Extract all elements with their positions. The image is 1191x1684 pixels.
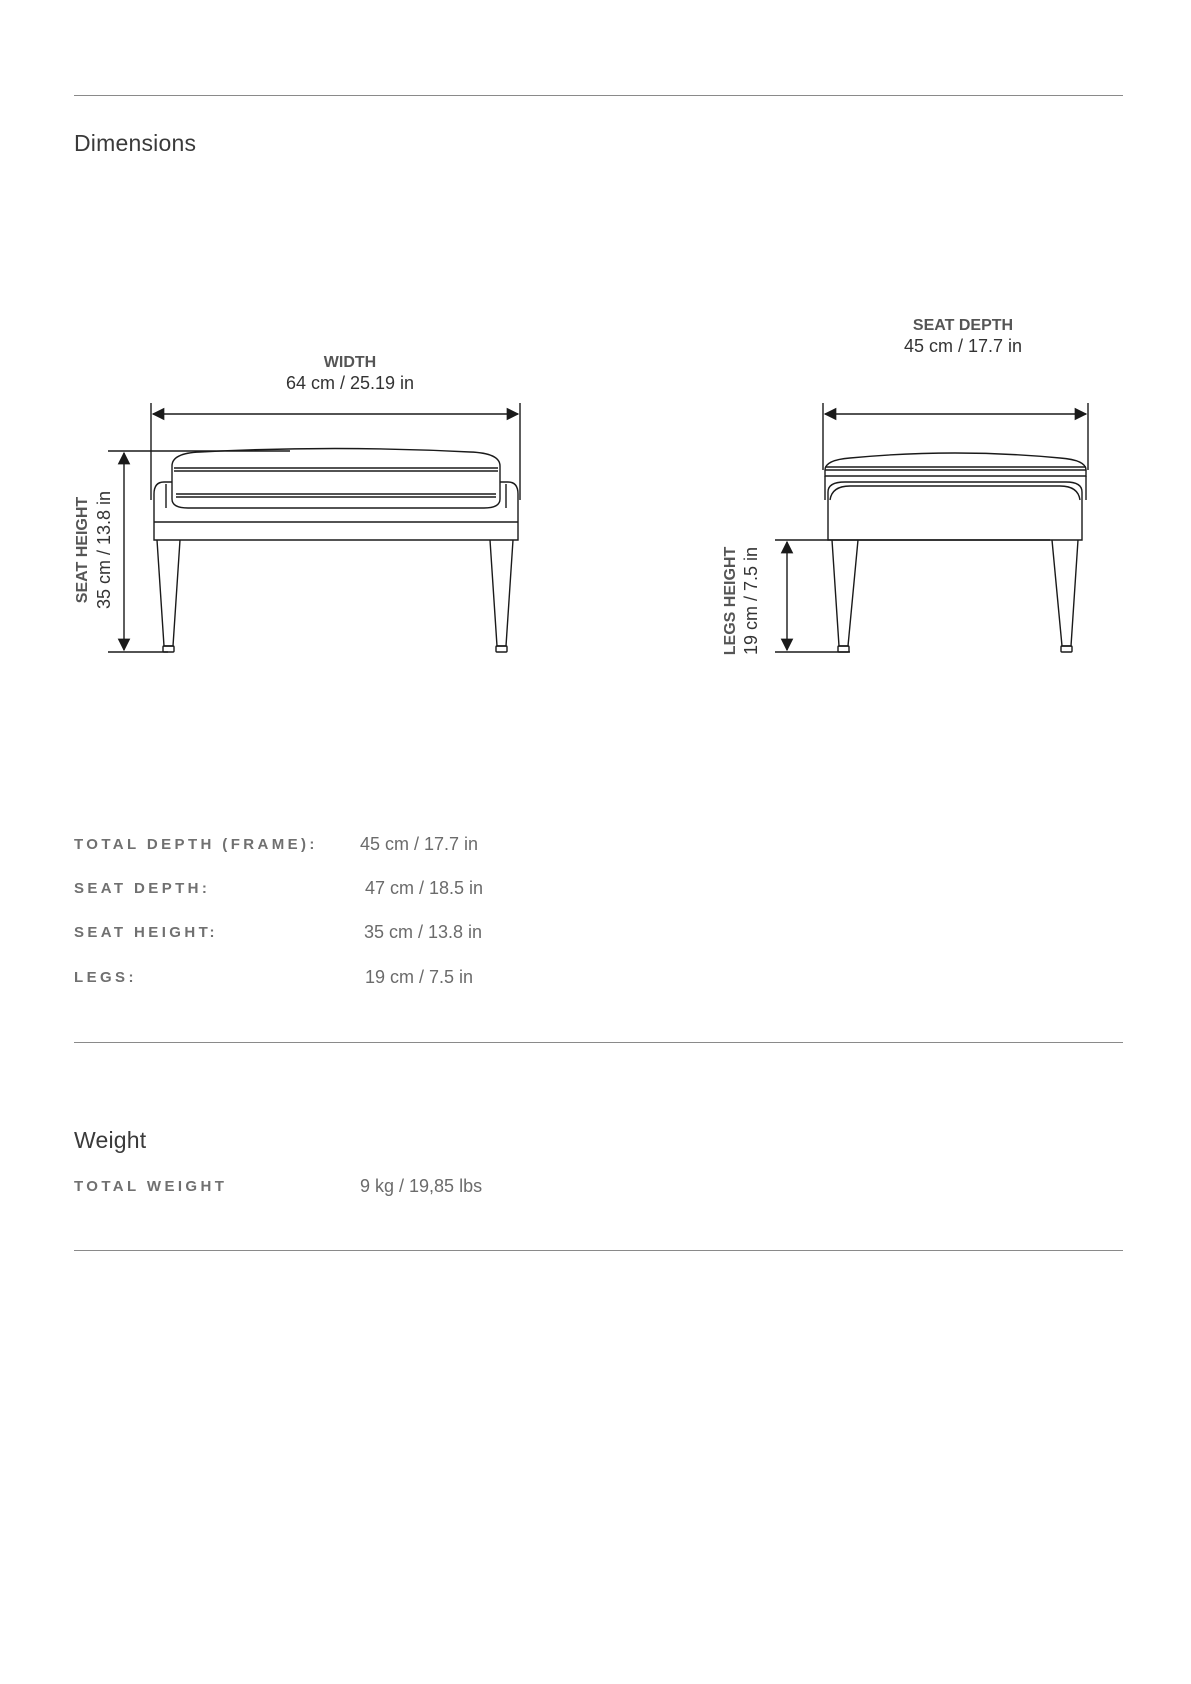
seat-height-value: 35 cm / 13.8 in (94, 490, 114, 610)
side-view (775, 403, 1088, 652)
seat-depth-value: 45 cm / 17.7 in (903, 336, 1023, 356)
spec-value-seat-height: 35 cm / 13.8 in (364, 922, 483, 942)
legs-height-label: LEGS HEIGHT (722, 546, 739, 656)
spec-value-seat-depth: 47 cm / 18.5 in (365, 878, 484, 898)
front-cushion-shape (172, 449, 500, 509)
spec-label-total-depth: TOTAL DEPTH (FRAME): (74, 836, 318, 853)
front-frame-shape (154, 482, 518, 540)
front-right-leg (490, 540, 513, 646)
seat-height-label: SEAT HEIGHT (74, 496, 91, 604)
bottom-divider (74, 1250, 1123, 1251)
middle-divider (74, 1042, 1123, 1043)
side-cushion-shape (825, 453, 1086, 476)
side-right-leg (1052, 540, 1078, 646)
spec-label-seat-depth: SEAT DEPTH: (74, 880, 211, 897)
ottoman-dimension-drawing (0, 0, 1191, 700)
spec-label-legs: LEGS: (74, 969, 137, 986)
dimensions-heading: Dimensions (74, 130, 197, 156)
width-value: 64 cm / 25.19 in (285, 373, 415, 393)
seat-depth-label: SEAT DEPTH (912, 317, 1014, 334)
weight-heading: Weight (74, 1127, 147, 1153)
side-frame-shape (828, 482, 1082, 540)
spec-value-total-weight: 9 kg / 19,85 lbs (360, 1176, 483, 1196)
spec-value-legs: 19 cm / 7.5 in (365, 967, 474, 987)
front-view (108, 403, 520, 652)
spec-label-seat-height: SEAT HEIGHT: (74, 924, 218, 941)
side-left-leg (832, 540, 858, 646)
width-label: WIDTH (323, 354, 377, 371)
front-left-leg (157, 540, 180, 646)
spec-value-total-depth: 45 cm / 17.7 in (360, 834, 479, 854)
spec-label-total-weight: TOTAL WEIGHT (74, 1178, 228, 1195)
legs-height-value: 19 cm / 7.5 in (741, 546, 761, 656)
